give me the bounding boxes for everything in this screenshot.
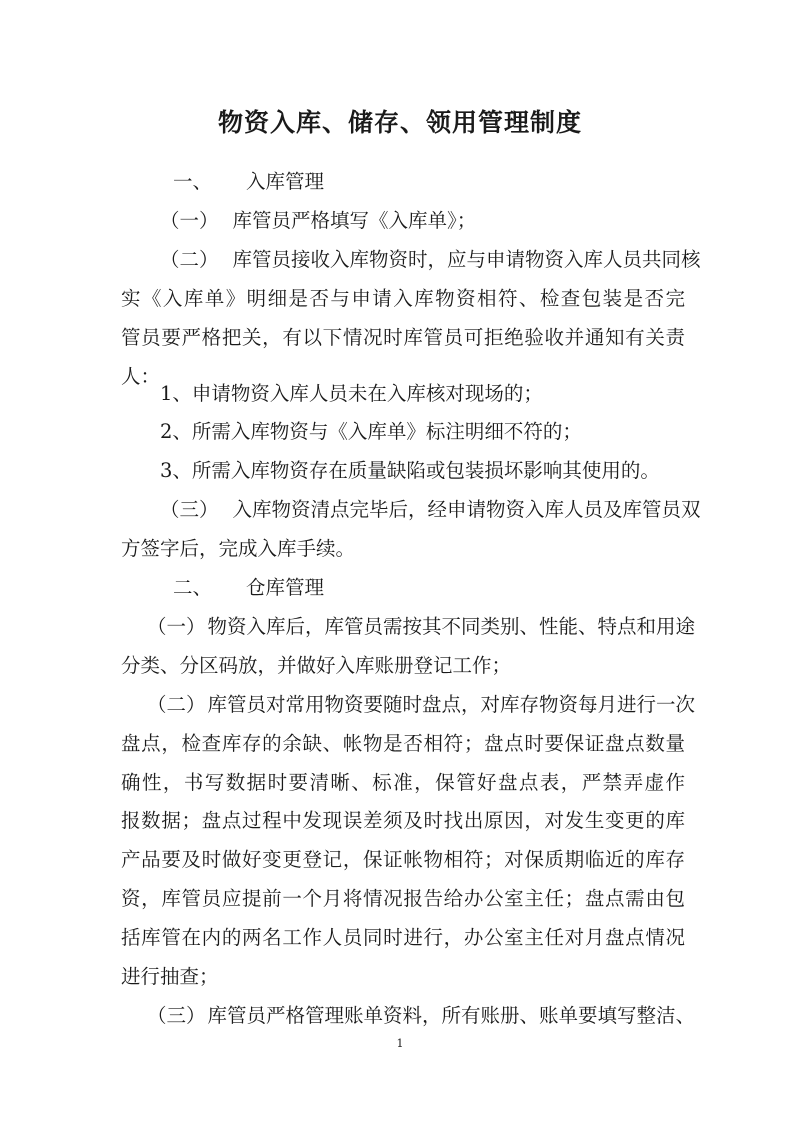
section-title: 入库管理 <box>246 170 325 193</box>
paragraph-line: 方签字后，完成入库手续。 <box>121 537 356 560</box>
section-heading-2 <box>173 574 324 602</box>
paragraph-line: 进行抽查； <box>121 965 219 988</box>
paragraph-line: 产品要及时做好变更登记，保证帐物相符；对保质期临近的库存 <box>121 848 685 871</box>
paragraph-number: （一） <box>160 209 219 232</box>
paragraph-number: （三） <box>147 1004 206 1027</box>
paragraph <box>160 207 476 235</box>
paragraph-line: 括库管在内的两名工作人员同时进行，办公室主任对月盘点情况 <box>121 926 685 949</box>
section-title: 仓库管理 <box>246 576 325 599</box>
paragraph-line: 报数据；盘点过程中发现误差须及时找出原因，对发生变更的库 <box>121 809 685 832</box>
paragraph-text: 物资入库后，库管员需按其不同类别、性能、特点和用途 <box>207 615 696 638</box>
paragraph-number: （二） <box>160 248 219 271</box>
paragraph-number: （二） <box>147 693 206 716</box>
paragraph-number: （三） <box>160 498 219 521</box>
paragraph <box>147 691 695 719</box>
page-number: 1 <box>396 1037 404 1050</box>
paragraph <box>147 1002 695 1030</box>
paragraph-line: 确性，书写数据时要清晰、标准，保管好盘点表，严禁弄虚作 <box>121 771 685 794</box>
paragraph-line: 盘点，检查库存的余缺、帐物是否相符；盘点时要保证盘点数量 <box>121 732 685 755</box>
list-item: 3、所需入库物资存在质量缺陷或包装损坏影响其使用的。 <box>160 459 660 482</box>
paragraph-text: 库管员接收入库物资时，应与申请物资入库人员共同核 <box>232 248 701 271</box>
section-number: 一、 <box>173 170 213 193</box>
paragraph-text: 库管员对常用物资要随时盘点，对库存物资每月进行一次 <box>207 693 696 716</box>
paragraph-text: 入库物资清点完毕后，经申请物资入库人员及库管员双 <box>232 498 701 521</box>
paragraph <box>160 496 701 524</box>
document-title: 物资入库、储存、领用管理制度 <box>217 108 582 137</box>
paragraph-line: 实《入库单》明细是否与申请入库物资相符、检查包装是否完 <box>121 287 685 310</box>
section-heading-1 <box>173 168 324 196</box>
list-item: 2、所需入库物资与《入库单》标注明细不符的； <box>160 420 582 443</box>
paragraph-text: 库管员严格填写《入库单》； <box>232 209 477 232</box>
paragraph-number: （一） <box>147 615 206 638</box>
paragraph-line: 管员要严格把关，有以下情况时库管员可拒绝验收并通知有关责 <box>121 326 685 349</box>
paragraph-line: 分类、分区码放，并做好入库账册登记工作； <box>121 654 512 677</box>
paragraph <box>147 613 695 641</box>
paragraph-line: 人： <box>121 365 161 388</box>
paragraph-line: 资，库管员应提前一个月将情况报告给办公室主任；盘点需由包 <box>121 887 685 910</box>
section-number: 二、 <box>173 576 213 599</box>
paragraph-text: 库管员严格管理账单资料，所有账册、账单要填写整洁、 <box>207 1004 696 1027</box>
paragraph <box>160 246 701 274</box>
list-item: 1、申请物资入库人员未在入库核对现场的； <box>160 382 543 405</box>
